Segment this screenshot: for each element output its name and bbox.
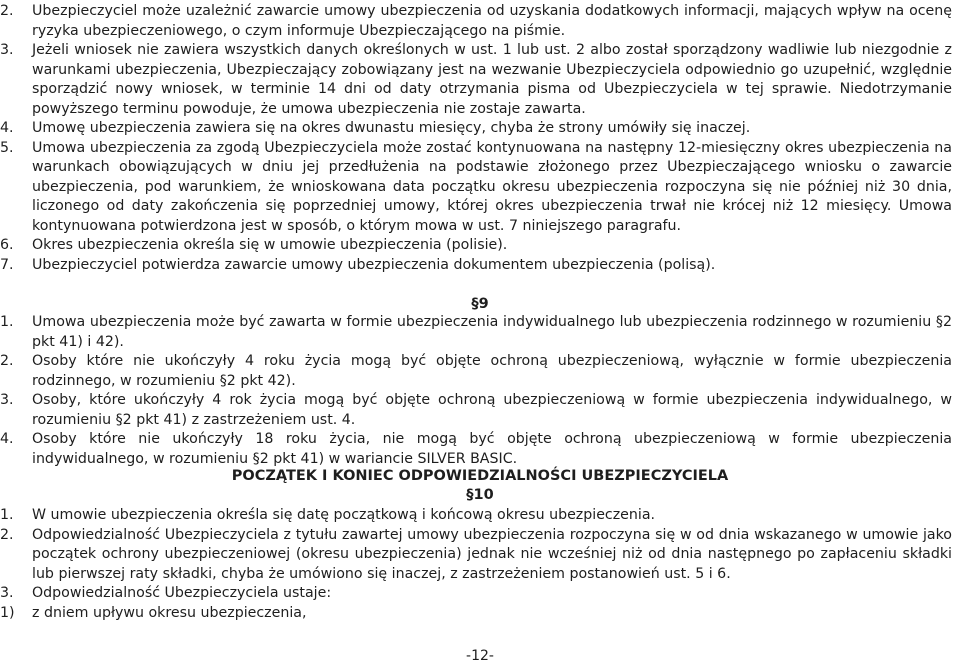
section-10-list <box>0 506 960 623</box>
section-10-heading: POCZĄTEK I KONIEC ODPOWIEDZIALNOŚCI UBEZPIECZYCIELA <box>231 468 729 484</box>
list-item <box>0 391 960 430</box>
item-text: Osoby które nie ukończyły 18 roku życia, nie mogą być objęte ochroną ubezpieczeniową w formie ubezpieczenia indywidualnego, w rozumieniu §2 pkt 41) w wariancie SILVER BASIC. <box>32 431 952 467</box>
list-item <box>0 41 960 119</box>
item-number: 1. <box>0 314 14 330</box>
item-number: 2. <box>0 353 14 369</box>
item-text: Okres ubezpieczenia określa się w umowie ubezpieczenia (polisie). <box>32 237 508 253</box>
list-item <box>0 352 960 391</box>
item-number: 2. <box>0 526 14 543</box>
page-number: -12- <box>466 648 494 664</box>
item-number: 3. <box>0 42 14 58</box>
item-text: Ubezpieczyciel może uzależnić zawarcie umowy ubezpieczenia od uzyskania dodatkowych informacji, mających wpływ na ocenę ryzyka ubezpieczeniowego, o czym informuje Ubezpieczającego na piśmie. <box>32 3 952 39</box>
item-text: Umowę ubezpieczenia zawiera się na okres dwunastu miesięcy, chyba że strony umówiły się inaczej. <box>32 120 751 136</box>
item-number: 2. <box>0 3 14 19</box>
item-text: Ubezpieczyciel potwierdza zawarcie umowy ubezpieczenia dokumentem ubezpieczenia (polisą). <box>32 256 716 273</box>
list-item <box>0 236 960 256</box>
item-number: 4. <box>0 431 14 447</box>
item-text: Umowa ubezpieczenia za zgodą Ubezpieczyciela może zostać kontynuowana na następny 12-miesięczny okres ubezpieczenia na warunkach obowiązujących w dniu jej przedłużenia na podstawie złożonego przez Ubezpieczającego wniosku o zawarcie ubezpieczenia, pod warunkiem, że wnioskowana data początku okresu ubezpieczenia rozpoczyna się nie później niż 30 dnia, liczonego od daty zakończenia się poprzedniej umowy, której okres ubezpieczenia trwał nie krócej niż 12 miesięcy. Umowa kontynuowana potwierdzona jest w sposób, o którym mowa w ust. 7 niniejszego paragrafu. <box>32 139 952 234</box>
list-item <box>0 584 960 604</box>
item-number: 4. <box>0 120 14 136</box>
item-text: Osoby, które ukończyły 4 rok życia mogą być objęte ochroną ubezpieczeniową w formie ubezpieczenia indywidualnego, w rozumieniu §2 pkt 41) z zastrzeżeniem ust. 4. <box>32 392 952 428</box>
item-number: 3. <box>0 392 14 408</box>
list-item <box>0 313 960 352</box>
item-number: 5. <box>0 139 14 156</box>
sub-item-number: 1) <box>0 604 15 621</box>
item-text: Odpowiedzialność Ubezpieczyciela ustaje: <box>32 585 332 601</box>
item-text: Jeżeli wniosek nie zawiera wszystkich danych określonych w ust. 1 lub ust. 2 albo został sporządzony wadliwie lub niezgodnie z warunkami ubezpieczenia, Ubezpieczający zobowiązany jest na wezwanie Ubezpieczyciela odpowiednio go uzupełnić, względnie sporządzić nowy wniosek, w terminie 14 dni od daty otrzymania pisma od Ubezpieczyciela w tej sprawie. Niedotrzymanie powyższego terminu powoduje, że umowa ubezpieczenia nie zostaje zawarta. <box>32 42 952 117</box>
item-text: Osoby które nie ukończyły 4 roku życia mogą być objęte ochroną ubezpieczeniową, wyłącznie w formie ubezpieczenia rodzinnego, w rozumieniu §2 pkt 42). <box>32 353 952 389</box>
section-prev-list <box>0 2 960 275</box>
sub-list-item <box>0 604 960 624</box>
section-9-list <box>0 313 960 469</box>
item-number: 3. <box>0 585 14 601</box>
item-number: 6. <box>0 237 14 253</box>
list-item <box>0 2 960 41</box>
item-number: 7. <box>0 256 14 273</box>
section-9-title: §9 <box>471 296 489 312</box>
list-item <box>0 139 960 237</box>
sub-item-text: z dniem upływu okresu ubezpieczenia, <box>32 604 307 621</box>
list-item <box>0 430 960 469</box>
list-item <box>0 119 960 139</box>
list-item <box>0 256 960 276</box>
item-text: W umowie ubezpieczenia określa się datę początkową i końcową okresu ubezpieczenia. <box>32 507 656 523</box>
section-10-title: §10 <box>466 487 494 503</box>
item-number: 1. <box>0 507 14 523</box>
item-text: Umowa ubezpieczenia może być zawarta w formie ubezpieczenia indywidualnego lub ubezpieczenia rodzinnego w rozumieniu §2 pkt 41) i 42). <box>32 314 952 350</box>
list-item <box>0 526 960 585</box>
item-text: Odpowiedzialność Ubezpieczyciela z tytułu zawartej umowy ubezpieczenia rozpoczyna się w od dnia wskazanego w umowie jako początek ochrony ubezpieczeniowej (okresu ubezpieczenia) jednak nie wcześniej niż od dnia następnego po zapłaceniu składki lub pierwszej raty składki, chyba że umówiono się inaczej, z zastrzeżeniem postanowień ust. 5 i 6. <box>32 526 952 582</box>
list-item <box>0 506 960 526</box>
